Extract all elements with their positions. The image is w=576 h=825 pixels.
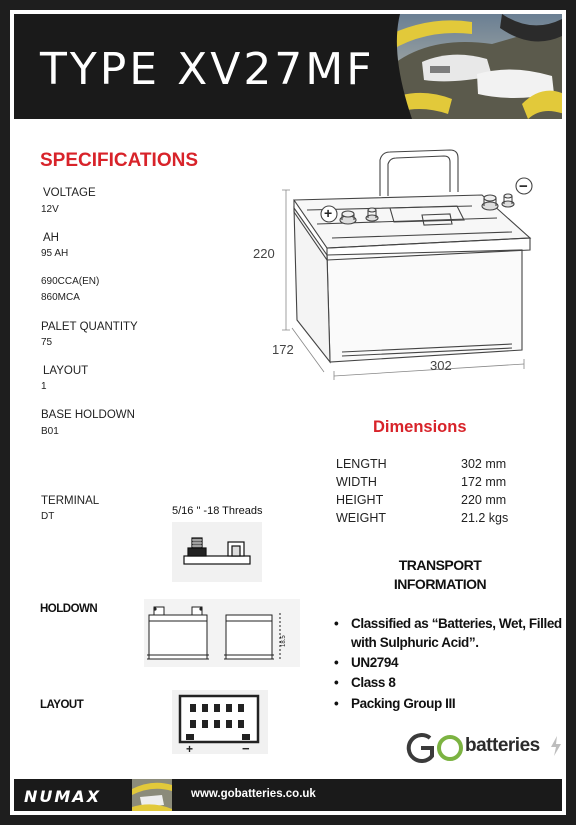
spec-value-terminal: DT: [41, 511, 55, 522]
go-batteries-logo-mark: [406, 730, 466, 766]
transport-bullet: • Classified as “Batteries, Wet, Filled with Sulphuric Acid”.: [332, 614, 562, 652]
spec-label-palet-quantity: PALET QUANTITY: [41, 321, 138, 333]
layout-minus-sign: −: [242, 741, 250, 754]
dimensions-heading: Dimensions: [373, 418, 467, 436]
spec-label-cca: 690CCA(EN): [41, 276, 100, 287]
go-letters: GO: [406, 765, 408, 766]
spec-value-ah: 95 AH: [41, 248, 69, 259]
lightning-bolt-icon: [550, 736, 562, 756]
dim-label-length: LENGTH: [336, 457, 387, 471]
spec-label-voltage: VOLTAGE: [43, 187, 96, 199]
dim-value-weight: 21.2 kgs: [461, 511, 509, 525]
spec-value-palet-quantity: 75: [41, 337, 53, 348]
spec-label-terminal: TERMINAL: [41, 495, 100, 507]
layout-plus-sign: +: [186, 742, 194, 754]
layout-diagram: [172, 690, 268, 754]
transport-heading-line2: INFORMATION: [393, 576, 487, 592]
dim-value-height: 220 mm: [461, 493, 507, 507]
diagram-height-label: 220: [253, 246, 275, 261]
page-title: TYPE XV27MF: [40, 44, 375, 95]
website-link[interactable]: www.gobatteries.co.uk: [191, 788, 316, 800]
holdown-diagram: [144, 599, 300, 667]
diagram-width-label: 172: [272, 342, 294, 357]
dim-value-length: 302 mm: [461, 457, 507, 471]
footer-photo: [132, 779, 172, 811]
transport-heading: [380, 556, 500, 594]
spec-label-base-holdown: BASE HOLDOWN: [41, 409, 135, 421]
dim-value-width: 172 mm: [461, 475, 507, 489]
transport-bullet-list: [332, 614, 562, 714]
datasheet-page: [10, 10, 566, 815]
numax-logo: NUMAX: [24, 787, 102, 806]
terminal-threads-label: 5/16 " -18 Threads: [172, 505, 263, 517]
transport-bullet: • UN2794: [332, 653, 562, 672]
holdown-label: HOLDOWN: [40, 603, 98, 615]
spec-value-mca: 860MCA: [41, 292, 80, 303]
plus-sign: +: [324, 205, 333, 221]
minus-sign: −: [519, 178, 528, 195]
dim-label-height: HEIGHT: [336, 493, 384, 507]
dim-label-width: WIDTH: [336, 475, 377, 489]
go-batteries-wordmark: batteries: [465, 735, 540, 756]
holdown-measure: 18.5: [281, 635, 287, 647]
transport-bullet: • Class 8: [332, 673, 562, 692]
spec-value-layout: 1: [41, 381, 47, 392]
spec-label-layout: LAYOUT: [43, 365, 89, 377]
terminal-diagram: [172, 522, 262, 582]
spec-value-voltage: 12V: [41, 204, 59, 215]
diagram-length-label: 302: [430, 358, 452, 373]
battery-diagram: [272, 140, 562, 380]
transport-bullet: • Packing Group III: [332, 694, 562, 713]
spec-value-base-holdown: B01: [41, 426, 59, 437]
layout-label: LAYOUT: [40, 699, 84, 711]
footer-bar: [14, 779, 562, 811]
dim-label-weight: WEIGHT: [336, 511, 386, 525]
transport-heading-line1: TRANSPORT: [398, 557, 482, 573]
spec-label-ah: AH: [43, 232, 59, 244]
header-banner: [14, 14, 562, 119]
specifications-heading: SPECIFICATIONS: [40, 150, 198, 171]
header-photo: [382, 14, 562, 119]
